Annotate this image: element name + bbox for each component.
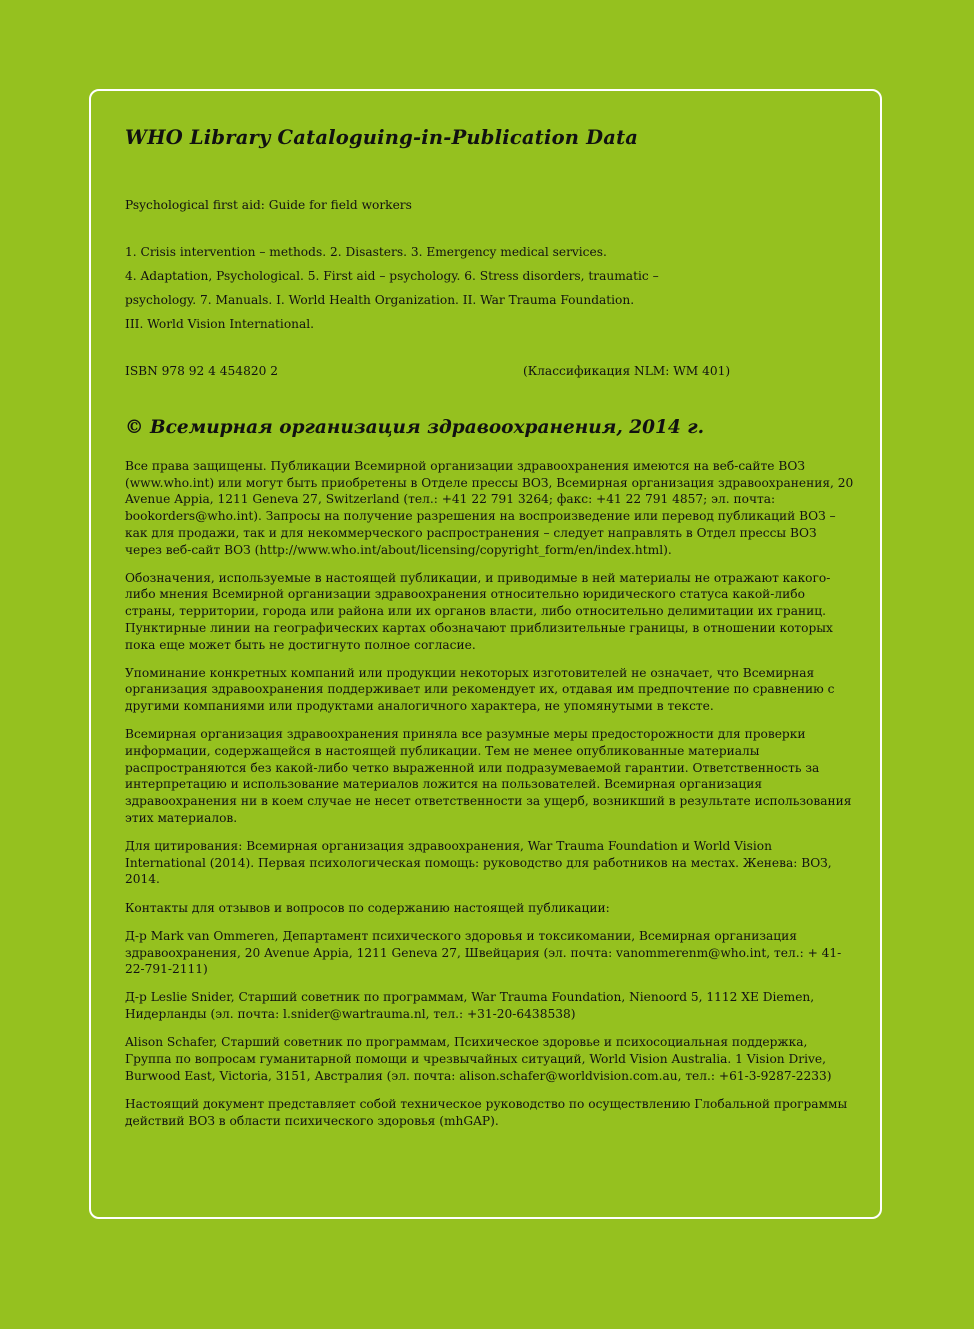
nlm-classification: (Классификация NLM: WM 401) xyxy=(523,364,731,378)
designations-paragraph: Обозначения, используемые в настоящей публикации, и приводимые в ней материалы не отражают какого-либо мнения Всемирной организации здравоохранения относительно юридического статуса какой-либо страны, территории, города или района или их органов власти, либо относительно делимитации их границ. Пунктирные линии на географических картах обозначают приблизительные границы, в отношении которых пока еще может быть не достигнуто полное согласие. xyxy=(125,570,833,652)
catalog-title-line: Psychological first aid: Guide for field workers xyxy=(125,198,412,212)
catalog-subjects xyxy=(125,240,855,336)
isbn-row xyxy=(125,359,855,383)
rights-paragraph: Все права защищены. Публикации Всемирной организации здравоохранения имеются на веб-сайте ВОЗ (www.who.int) или могут быть приобретены в Отделе прессы ВОЗ, Всемирная организация здравоохранения, 20 Avenue Appia, 1211 Geneva 27, Switzerland (тел.: +41 22 791 3264; факс: +41 22 791 4857; эл. почта: bookorders@who.int). Запросы на получение разрешения на воспроизведение или перевод публикаций ВОЗ – как для продажи, так и для некоммерческого распространения – следует направлять в Отдел прессы ВОЗ через веб-сайт ВОЗ (http://www.who.int/about/licensing/copyright_form/en/index.html). xyxy=(125,459,854,557)
mention-paragraph: Упоминание конкретных компаний или продукции некоторых изготовителей не означает, что Всемирная организация здравоохранения поддерживает или рекомендует их, отдавая им предпочтение по сравнению с другими компаниями или продуктами аналогичного характера, не упомянутыми в тексте. xyxy=(125,665,835,714)
copyright-body xyxy=(125,458,855,1129)
subject-line: 4. Adaptation, Psychological. 5. First aid – psychology. 6. Stress disorders, traumatic – xyxy=(125,269,659,283)
isbn: ISBN 978 92 4 454820 2 xyxy=(125,364,278,378)
mhgap-paragraph: Настоящий документ представляет собой техническое руководство по осуществлению Глобальной программы действий ВОЗ в области психического здоровья (mhGAP). xyxy=(125,1097,848,1128)
contact-schafer: Alison Schafer, Старший советник по программам, Психическое здоровье и психосоциальная поддержка, Группа по вопросам гуманитарной помощи и чрезвычайных ситуаций, World Vision Australia. 1 Vision Drive, Burwood East, Victoria, 3151, Австралия (эл. почта: alison.schafer@worldvision.com.au, тел.: +61-3-9287-2233) xyxy=(125,1035,832,1083)
subject-line: 1. Crisis intervention – methods. 2. Disasters. 3. Emergency medical services. xyxy=(125,245,607,259)
contact-snider: Д-р Leslie Snider, Старший советник по программам, War Trauma Foundation, Nienoord 5, 1112 XE Diemen, Нидерланды (эл. почта: l.snider@wartrauma.nl, тел.: +31-20-6438538) xyxy=(125,990,815,1022)
catalog-heading: WHO Library Cataloguing-in-Publication Data xyxy=(125,126,639,149)
contact-ommeren: Д-р Mark van Ommeren, Департамент психического здоровья и токсикомании, Всемирная организация здравоохранения, 20 Avenue Appia, 1211 Geneva 27, Швейцария (эл. почта: vanommerenm@who.int, тел.: + 41-22-791-2111) xyxy=(125,928,842,977)
subject-line: III. World Vision International. xyxy=(125,317,315,331)
disclaimer-paragraph: Всемирная организация здравоохранения приняла все разумные меры предосторожности для проверки информации, содержащейся в настоящей публикации. Тем не менее опубликованные материалы распространяются без какой-либо четко выраженной или подразумеваемой гарантии. Ответственность за интерпретацию и использование материалов ложится на пользователей. Всемирная организация здравоохранения ни в коем случае не несет ответственности за ущерб, возникший в результате использования этих материалов. xyxy=(125,727,852,825)
citation-paragraph: Для цитирования: Всемирная организация здравоохранения, War Trauma Foundation и World Vision International (2014). Первая психологическая помощь: руководство для работников на местах. Женева: ВОЗ, 2014. xyxy=(125,839,832,887)
contacts-intro: Контакты для отзывов и вопросов по содержанию настоящей публикации: xyxy=(125,900,610,915)
subject-line: psychology. 7. Manuals. I. World Health Organization. II. War Trauma Foundation. xyxy=(125,293,635,307)
copyright-heading: © Всемирная организация здравоохранения, 2014 г. xyxy=(125,417,705,438)
page-content xyxy=(125,126,855,1141)
